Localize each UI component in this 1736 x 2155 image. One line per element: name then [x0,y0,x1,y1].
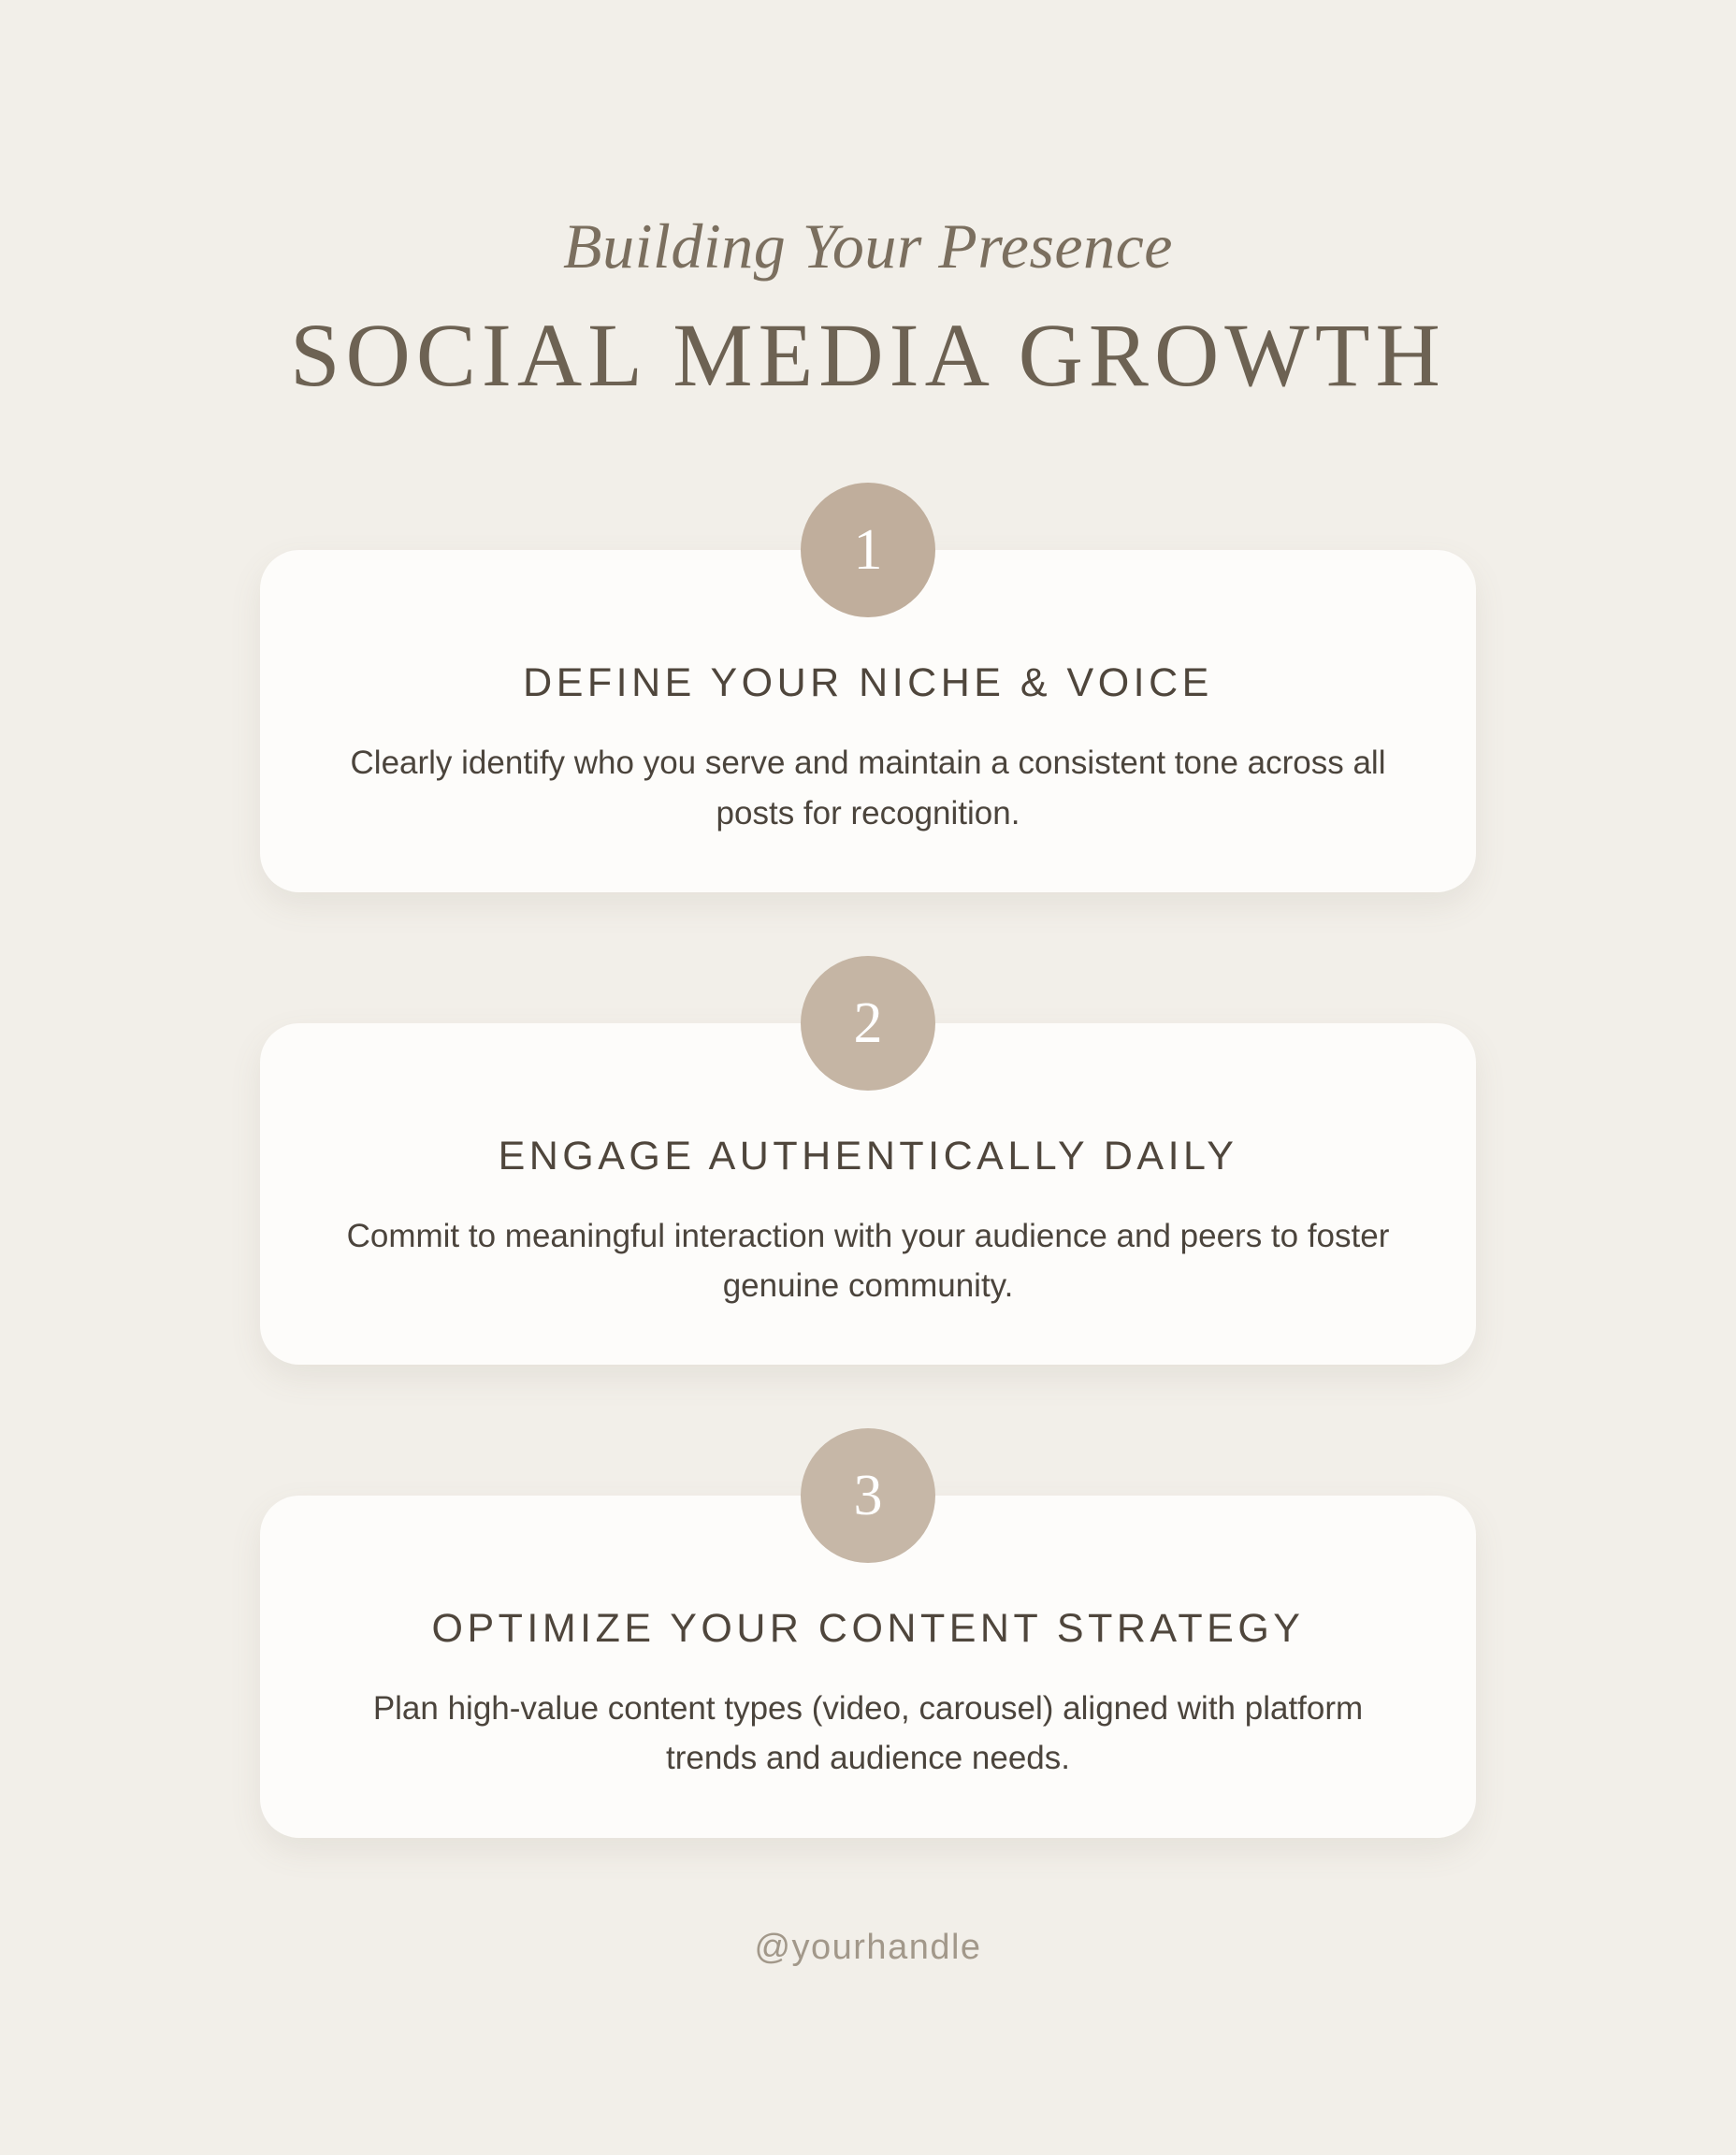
list-item [260,956,1476,1365]
step-number-badge: 3 [801,1428,935,1563]
step-number-badge: 1 [801,483,935,617]
step-title: OPTIMIZE YOUR CONTENT STRATEGY [431,1606,1305,1652]
step-number-badge: 2 [801,956,935,1091]
step-description: Clearly identify who you serve and maintain a consistent tone across all posts for recognition. [350,745,1386,832]
step-title: ENGAGE AUTHENTICALLY DAILY [498,1133,1238,1179]
social-handle: @yourhandle [754,1927,982,1967]
steps-list [0,483,1736,1837]
page-title: SOCIAL MEDIA GROWTH [290,304,1446,405]
header [0,211,1736,404]
header-eyebrow: Building Your Presence [563,210,1173,282]
step-description: Plan high-value content types (video, carousel) aligned with platform trends and audience needs. [372,1690,1364,1777]
list-item [260,483,1476,891]
step-title: DEFINE YOUR NICHE & VOICE [523,660,1213,706]
step-description: Commit to meaningful interaction with your audience and peers to foster genuine community. [346,1217,1390,1304]
list-item [260,1428,1476,1837]
footer [0,1928,1736,1968]
